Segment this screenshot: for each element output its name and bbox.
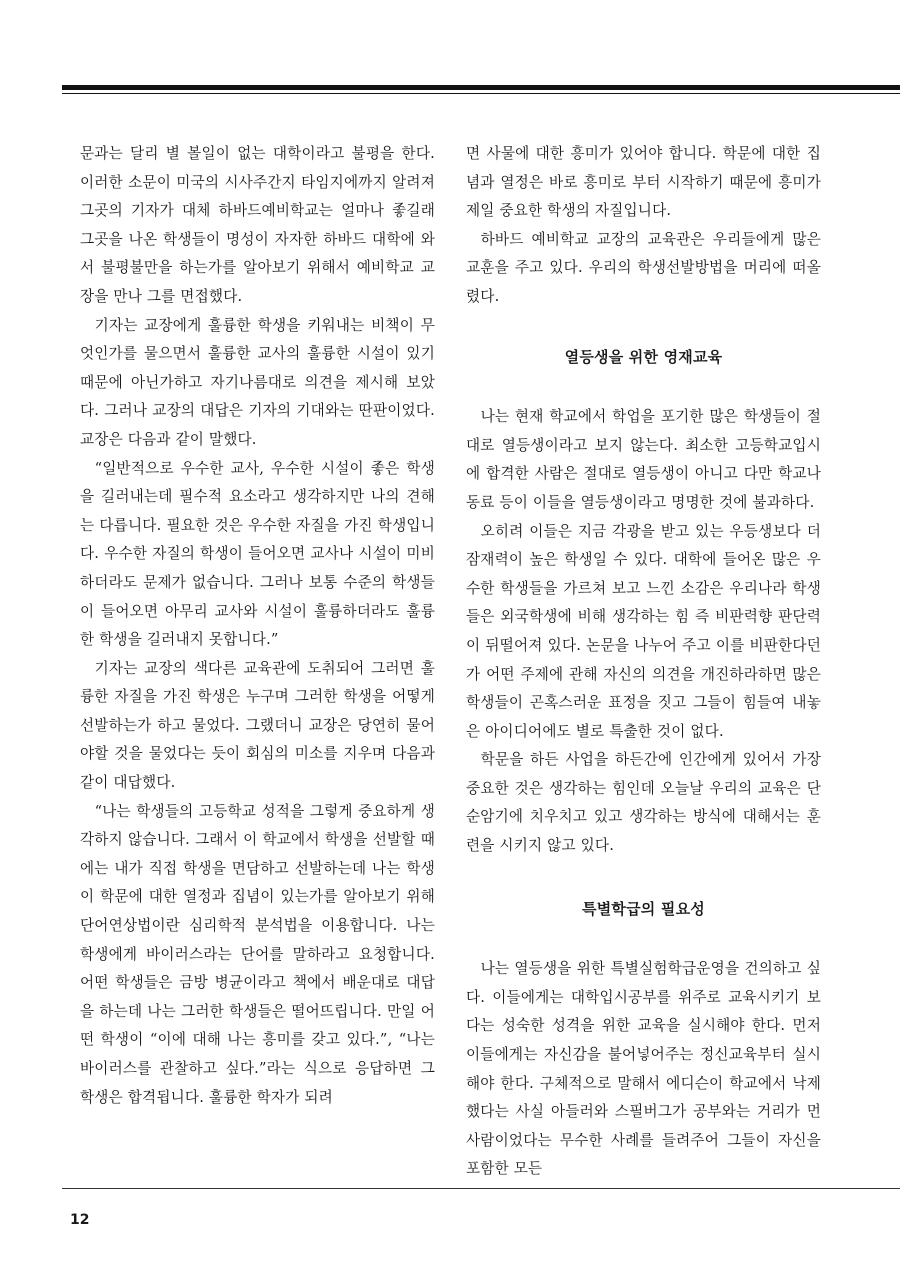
paragraph: 문과는 달리 별 볼일이 없는 대학이라고 불평을 한다. 이러한 소문이 미국의 시사주간지 타임지에까지 알려져 그곳의 기자가 대체 하바드예비학교는 얼마나 좋길래 그곳을 나온 학생들이 명성이 자자한 하바드 대학에 와서 불평불만을 하는가를 알아보기 위해서 예비학교 교장을 만나 그를 면접했다. [80,145,435,305]
section-heading: 열등생을 위한 영재교육 [564,347,723,366]
page-number: 12 [70,1212,90,1228]
left-column [80,140,435,1112]
paragraph: “일반적으로 우수한 교사, 우수한 시설이 좋은 학생을 길러내는데 필수적 요소라고 생각하지만 나의 견해는 다릅니다. 필요한 것은 우수한 자질을 가진 학생입니다. 우수한 자질의 학생이 들어오면 교사나 시설이 미비하더라도 문제가 없습니다. 그러나 보통 수준의 학생들이 들어오면 아무리 교사와 시설이 훌륭하더라도 훌륭한 학생을 길러내지 못합니다.” [80,459,435,649]
paragraph: 하바드 예비학교 교장의 교육관은 우리들에게 많은 교훈을 주고 있다. 우리의 학생선발방법을 머리에 떠올렸다. [466,230,821,305]
paragraph: 오히려 이들은 지금 각광을 받고 있는 우등생보다 더 잠재력이 높은 학생일 수 있다. 대학에 들어온 많은 우수한 학생들을 가르쳐 보고 느낀 소감은 우리나라 학생들은 외국학생에 비해 생각하는 힘 즉 비판력향 판단력이 뒤떨어져 있다. 논문을 나누어 주고 이를 비판한다던가 어떤 주제에 관해 자신의 의견을 개진하라하면 많은 학생들이 곤혹스러운 표정을 짓고 그들이 힘들여 내놓은 아이디어에도 별로 특출한 것이 없다. [466,522,821,740]
bottom-rule [62,1188,900,1189]
paragraph: 기자는 교장의 색다른 교육관에 도취되어 그러면 훌륭한 자질을 가진 학생은 누구며 그러한 학생을 어떻게 선발하는가 하고 물었다. 그랬더니 교장은 당연히 물어야할 것을 물었다는 듯이 회심의 미소를 지우며 다음과 같이 대답했다. [80,659,435,792]
top-rule [62,85,900,90]
top-rule-thin [62,93,900,94]
paragraph: 면 사물에 대한 흥미가 있어야 합니다. 학문에 대한 집념과 열정은 바로 흥미로 부터 시작하기 때문에 흥미가 제일 중요한 학생의 자질입니다. [466,145,821,220]
paragraph: “나는 학생들의 고등학교 성적을 그렇게 중요하게 생각하지 않습니다. 그래서 이 학교에서 학생을 선발할 때에는 내가 직접 학생을 면담하고 선발하는데 나는 학생이 학문에 대한 열정과 집념이 있는가를 알아보기 위해 단어연상법이란 심리학적 분석법을 이용합니다. 나는 학생에게 바이러스라는 단어를 말하라고 요청합니다. 어떤 학생들은 금방 병균이라고 책에서 배운대로 대답을 하는데 나는 그러한 학생들은 떨어뜨립니다. 만일 어떤 학생이 “이에 대해 나는 흥미를 갖고 있다.”, “나는 바이러스를 관찰하고 싶다.”라는 식으로 응답하면 그 학생은 합격됩니다. 훌륭한 학자가 되려 [80,802,435,1106]
paragraph: 나는 열등생을 위한 특별실험학급운영을 건의하고 싶다. 이들에게는 대학입시공부를 위주로 교육시키기 보다는 성숙한 성격을 위한 교육을 실시해야 한다. 먼저 이들에게는 자신감을 불어넣어주는 정신교육부터 실시해야 한다. 구체적으로 말해서 에디슨이 학교에서 낙제했다는 사실 아들러와 스필버그가 공부와는 거리가 먼 사람이었다는 무수한 사례를 들려주어 그들이 자신을 포함한 모든 [466,960,821,1178]
paragraph: 기자는 교장에게 훌륭한 학생을 키워내는 비책이 무엇인가를 물으면서 훌륭한 교사의 훌륭한 시설이 있기 때문에 아닌가하고 자기나름대로 의견을 제시해 보았다. 그러나 교장의 대답은 기자의 기대와는 딴판이었다. 교장은 다음과 같이 말했다. [80,316,435,448]
paragraph: 학문을 하든 사업을 하든간에 인간에게 있어서 가장 중요한 것은 생각하는 힘인데 오늘날 우리의 교육은 단순암기에 치우치고 있고 생각하는 방식에 대해서는 훈련을 시키지 않고 있다. [466,751,821,855]
right-column [466,140,821,1184]
paragraph: 나는 현재 학교에서 학업을 포기한 많은 학생들이 절대로 열등생이라고 보지 않는다. 최소한 고등학교입시에 합격한 사람은 절대로 열등생이 아니고 다만 학교나 동료 등이 이들을 열등생이라고 명명한 것에 불과하다. [466,408,821,511]
section-heading: 특별학급의 필요성 [582,899,705,918]
